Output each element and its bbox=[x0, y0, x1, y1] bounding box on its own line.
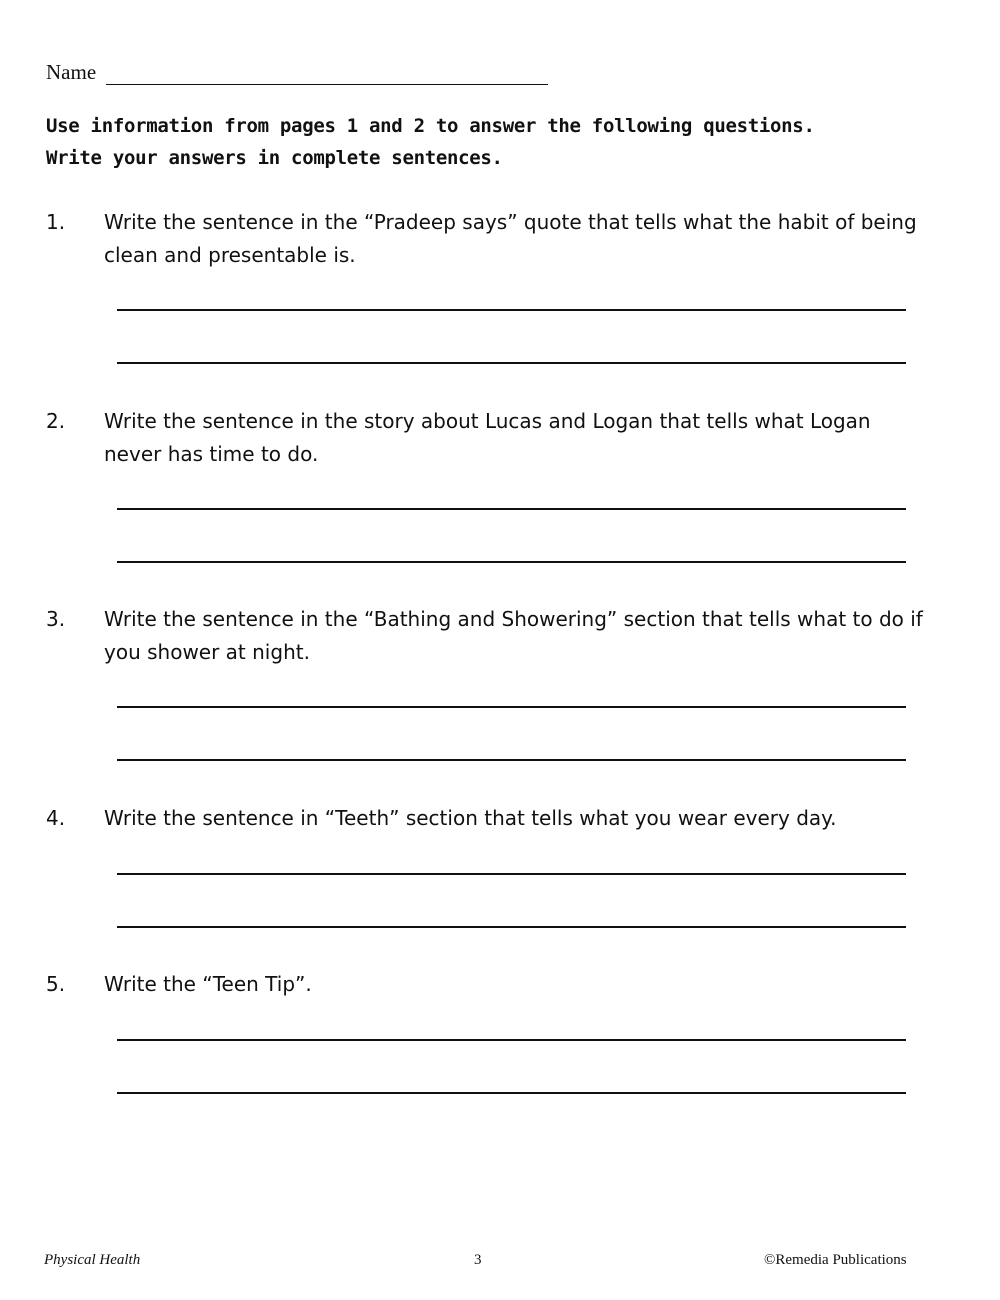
question-number: 2. bbox=[46, 409, 66, 433]
answer-line-3b[interactable] bbox=[117, 759, 906, 761]
instructions bbox=[46, 110, 946, 174]
answer-line-1a[interactable] bbox=[117, 309, 906, 311]
question-number: 4. bbox=[46, 806, 66, 830]
name-row bbox=[46, 60, 548, 85]
footer-copyright: ©Remedia Publications bbox=[764, 1252, 907, 1268]
answer-line-2a[interactable] bbox=[117, 508, 906, 510]
name-label: Name bbox=[46, 60, 97, 84]
footer-page-number: 3 bbox=[474, 1252, 482, 1268]
answer-line-4b[interactable] bbox=[117, 926, 906, 928]
footer-subject: Physical Health bbox=[44, 1252, 141, 1268]
question-text: Write the “Teen Tip”. bbox=[104, 972, 312, 996]
answer-line-5b[interactable] bbox=[117, 1092, 906, 1094]
answer-line-2b[interactable] bbox=[117, 561, 906, 563]
question-text: Write the sentence in the story about Lucas and Logan that tells what Logan never has time to do. bbox=[104, 409, 871, 466]
answer-line-5a[interactable] bbox=[117, 1039, 906, 1041]
question-number: 5. bbox=[46, 972, 66, 996]
question-text: Write the sentence in “Teeth” section that tells what you wear every day. bbox=[104, 806, 837, 830]
instructions-line-1: Use information from pages 1 and 2 to answer the following questions. bbox=[46, 115, 815, 137]
question-number: 1. bbox=[46, 210, 66, 234]
question-number: 3. bbox=[46, 607, 66, 631]
question-text: Write the sentence in the “Pradeep says” quote that tells what the habit of being clean and presentable is. bbox=[104, 210, 917, 267]
answer-line-1b[interactable] bbox=[117, 362, 906, 364]
name-answer-line[interactable] bbox=[106, 64, 548, 85]
instructions-line-2: Write your answers in complete sentences. bbox=[46, 147, 503, 169]
answer-line-3a[interactable] bbox=[117, 706, 906, 708]
question-text: Write the sentence in the “Bathing and Showering” section that tells what to do if you shower at night. bbox=[104, 607, 923, 664]
answer-line-4a[interactable] bbox=[117, 873, 906, 875]
